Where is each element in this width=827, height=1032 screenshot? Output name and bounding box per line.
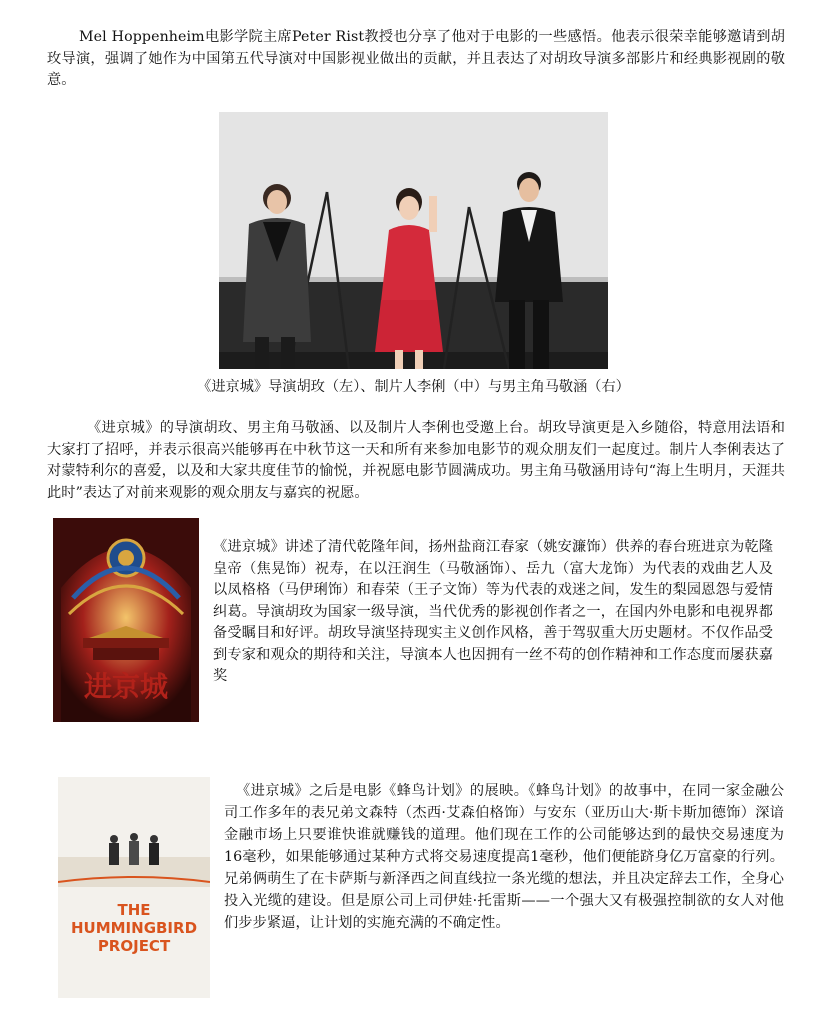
paragraph-film-synopsis: 《进京城》讲述了清代乾隆年间，扬州盐商江春家（姚安濂饰）供养的春台班进京为乾隆皇帝（焦晃饰）祝寿，在以汪润生（马敬涵饰）、岳九（富大龙饰）为代表的戏曲艺人及以凤格格（马伊琍饰）和春荣（王子文饰）等为代表的戏迷之间，发生的梨园恩怨与爱情纠葛。导演胡玫为国家一级导演，当代优秀的影视创作者之一，在国内外电影和电视界都备受瞩目和好评。胡玫导演坚持现实主义创作风格，善于驾驭重大历史题材。不仅作品受到专家和观众的期待和关注，导演本人也因拥有一丝不苟的创作精神和工作态度而屡获嘉奖 xyxy=(213,539,773,684)
poster-2-title-line-3: PROJECT xyxy=(97,937,171,955)
paragraph-hummingbird-synopsis: 《进京城》之后是电影《蜂鸟计划》的展映。《蜂鸟计划》的故事中，在同一家金融公司工作多年的表兄弟文森特（杰西·艾森伯格饰）与安东（亚历山大·斯卡斯加德饰）深谙金融市场上只要谁快谁就赚钱的道理。他们现在工作的公司能够达到的最快交易速度为16毫秒，如果能够通过某种方式将交易速度提高1毫秒，他们便能跻身亿万富豪的行列。兄弟俩萌生了在卡萨斯与新泽西之间直线拉一条光缆的想法，并且决定辞去工作，全身心投入光缆的建设。但是原公司上司伊娃·托雷斯——一个强大又有极强控制欲的女人对他们步步紧逼，让计划的实施充满的不确定性。 xyxy=(224,783,784,931)
movie-poster-hummingbird-project xyxy=(58,777,210,998)
photo-caption: 《进京城》导演胡玫（左）、制片人李俐（中）与男主角马敬涵（右） xyxy=(197,379,630,395)
poster-1-title-art: 进京城 xyxy=(83,670,169,703)
poster-2-title-line-1: THE xyxy=(117,901,151,919)
event-stage-photo xyxy=(219,112,608,369)
paragraph-guests: 《进京城》的导演胡玫、男主角马敬涵、以及制片人李俐也受邀上台。胡玫导演更是入乡随俗，特意用法语和大家打了招呼，并表示很高兴能够再在中秋节这一天和所有来参加电影节的观众朋友们一起度过。制片人李俐表达了对蒙特利尔的喜爱，以及和大家共度佳节的愉悦，并祝愿电影节圆满成功。男主角马敬涵用诗句“海上生明月，天涯共此时”表达了对前来观影的观众朋友与嘉宾的祝愿。 xyxy=(47,420,785,501)
paragraph-intro: Mel Hoppenheim电影学院主席Peter Rist教授也分享了他对于电影的一些感悟。他表示很荣幸能够邀请到胡玫导演，强调了她作为中国第五代导演对中国影视业做出的贡献，并且表达了对胡玫导演多部影片和经典影视剧的敬意。 xyxy=(47,29,785,88)
movie-poster-jinjingcheng xyxy=(53,518,199,722)
poster-2-title-line-2: HUMMINGBIRD xyxy=(70,919,198,937)
